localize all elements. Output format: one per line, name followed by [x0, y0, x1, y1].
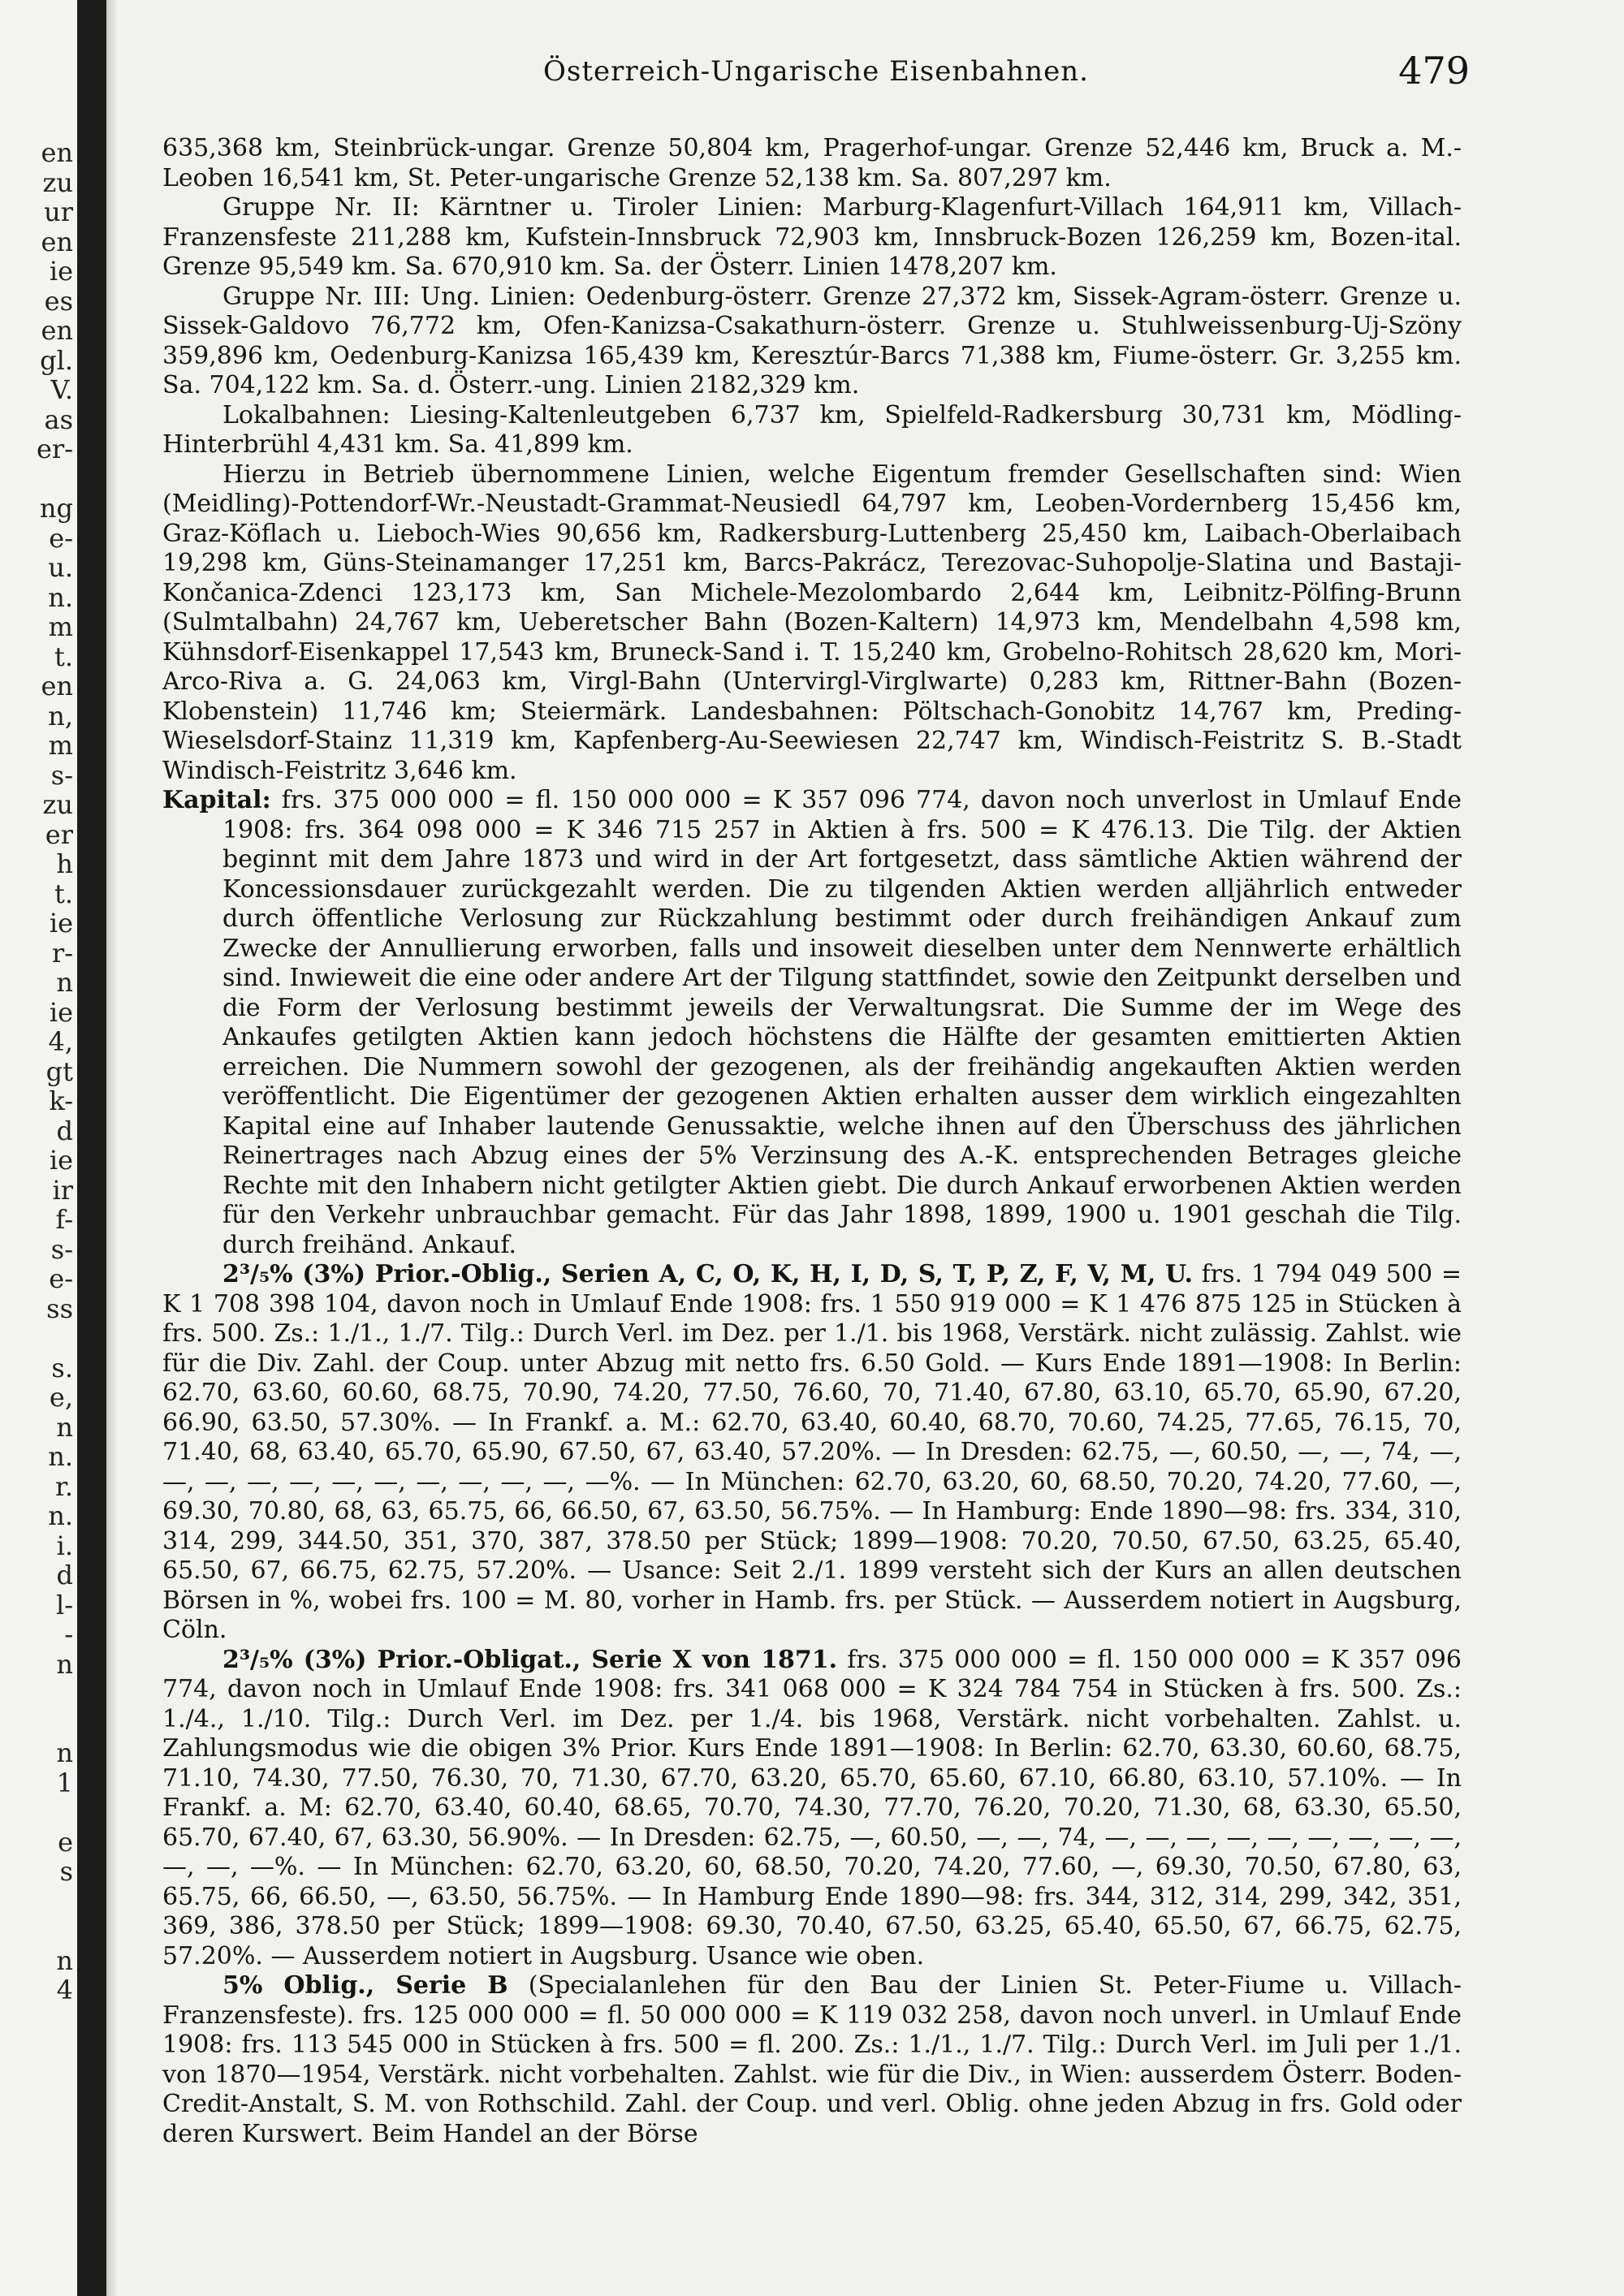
facing-page-fragment: e: [58, 1827, 73, 1857]
facing-page-fragment: n.: [48, 1501, 73, 1531]
bond-entry-title: 2³/₅% (3%) Prior.-Oblig., Serien A, C, O, K, H, I, D, S, T, P, Z, F, V, M, U.: [222, 1260, 1193, 1288]
facing-page-fragment: ur: [44, 197, 73, 227]
lines-paragraph: Lokalbahnen: Liesing-Kaltenleutgeben 6,737 km, Spielfeld-Radkersburg 30,731 km, Mödling-Hinterbrühl 4,431 km. Sa. 41,899 km.: [162, 400, 1462, 459]
kapital-text: frs. 375 000 000 = fl. 150 000 000 = K 357 096 774, davon noch unverlost in Umlauf Ende 1908: frs. 364 098 000 = K 346 715 257 in Aktien à frs. 500 = K 476.13. Die Tilg. der Aktien beginnt mit dem Jahre 1873 und wird in der Art fortgesetzt, dass sämtliche Aktien während der Koncessionsdauer zurückgezahlt werden. Die zu tilgenden Aktien werden alljährlich entweder durch öffentliche Verlosung zur Rückzahlung bestimmt oder durch freihändigen Ankauf zum Zwecke der Annullierung erworben, falls und insoweit dieselben unter dem Nennwerte erhältlich sind. Inwieweit die eine oder andere Art der Tilgung stattfindet, sowie den Zeitpunkt derselben und die Form der Verlosung bestimmt jeweils der Verwaltungsrat. Die Summe der im Wege des Ankaufes getilgten Aktien kann jedoch höchstens die Hälfte der gesamten emittierten Aktien erreichen. Die Nummern sowohl der gezogenen, als der freihändig angekauften Aktien werden veröffentlicht. Die Eigentümer der gezogenen Aktien erhalten ausser dem wirklich eingezahlten Kapital eine auf Inhaber lautende Genussaktie, welche ihnen auf den Überschuss des jährlichen Reinertrages nach Abzug eines der 5% Verzinsung des A.-K. entsprechenden Betrages gleiche Rechte mit den Inhabern nicht getilgter Aktien giebt. Die durch Ankauf erworbenen Aktien werden für den Verkehr unbrauchbar gemacht. Für das Jahr 1898, 1899, 1900 u. 1901 geschah die Tilg. durch freihänd. Ankauf.: [222, 786, 1462, 1259]
facing-page-fragment: ss: [46, 1293, 73, 1323]
lines-paragraph: Gruppe Nr. II: Kärntner u. Tiroler Linien: Marburg-Klagenfurt-Villach 164,911 km, Villach-Franzensfeste 211,288 km, Kufstein-Innsbruck 72,903 km, Innsbruck-Bozen 126,259 km, Bozen-ital. Grenze 95,549 km. Sa. 670,910 km. Sa. der Österr. Linien 1478,207 km.: [162, 193, 1462, 281]
facing-page-fragment: [0, 1887, 73, 1917]
main-text-column: [162, 134, 1462, 2149]
facing-page-fragment: l-: [55, 1590, 73, 1620]
facing-page-fragment: t.: [54, 878, 73, 908]
facing-page-fragment: [0, 1709, 73, 1739]
facing-page-fragment: en: [41, 671, 73, 701]
facing-page-fragment: ie: [49, 997, 73, 1027]
facing-page-fragment: ng: [39, 494, 73, 524]
facing-page-fragment: s-: [50, 760, 73, 790]
facing-page-fragment: r.: [55, 1471, 73, 1501]
railway-lines-section: [162, 134, 1462, 786]
bond-entry-title: 5% Oblig., Serie B: [222, 1971, 508, 2000]
facing-page-text-fragments: [0, 138, 73, 2005]
facing-page-fragment: V.: [50, 375, 73, 405]
facing-page: [0, 0, 77, 2296]
page-number: 479: [1398, 49, 1470, 93]
page-header: [162, 49, 1470, 96]
book-binding-gutter: [77, 0, 106, 2296]
facing-page-fragment: en: [41, 138, 73, 168]
facing-page-fragment: ir: [52, 1175, 73, 1205]
facing-page-fragment: e-: [49, 1264, 73, 1294]
bond-entry-text: frs. 375 000 000 = fl. 150 000 000 = K 357 096 774, davon noch in Umlauf Ende 1908: frs. 341 068 000 = K 324 784 754 in Stücken à frs. 500. Zs.: 1./4., 1./10. Tilg.: Durch Verl. im Dez. per 1./4. bis 1968, Verstärk. nicht vorbehalten. Zahlst. u. Zahlungsmodus wie die obigen 3% Prior. Kurs Ende 1891—1908: In Berlin: 62.70, 63.30, 60.60, 68.75, 71.10, 74.30, 77.50, 76.30, 70, 71.30, 67.70, 63.20, 65.70, 65.60, 67.10, 66.80, 63.10, 57.10%. — In Frankf. a. M: 62.70, 63.40, 60.40, 68.65, 70.70, 74.30, 77.70, 76.20, 70.20, 71.30, 68, 63.30, 65.50, 65.70, 67.40, 67, 63.30, 56.90%. — In Dresden: 62.75, —, 60.50, —, —, 74, —, —, —, —, —, —, —, —, —, —, —, —%. — In München: 62.70, 63.20, 60, 68.50, 70.20, 74.20, 77.60, —, 69.30, 70.50, 67.80, 63, 65.75, 66, 66.50, —, 63.50, 56.75%. — In Hamburg Ende 1890—98: frs. 344, 312, 314, 299, 342, 351, 369, 386, 378.50 per Stück; 1899—1908: 69.30, 70.40, 67.50, 63.25, 65.40, 65.50, 67, 66.75, 62.75, 57.20%. — Ausserdem notiert in Augsburg. Usance wie oben.: [162, 1645, 1462, 1970]
facing-page-fragment: 4,: [48, 1027, 73, 1057]
facing-page-fragment: n.: [48, 582, 73, 612]
bond-entry: [162, 1971, 1462, 2149]
facing-page-fragment: d: [56, 1560, 73, 1590]
facing-page-fragment: f-: [55, 1205, 73, 1235]
facing-page-fragment: gt: [45, 1056, 73, 1086]
page-shadow: [106, 0, 118, 2296]
facing-page-fragment: n.: [48, 1442, 73, 1472]
facing-page-fragment: s.: [51, 1353, 73, 1383]
facing-page-fragment: r-: [51, 938, 73, 968]
bond-entries: [162, 1260, 1462, 2149]
lines-paragraph: Hierzu in Betrieb übernommene Linien, welche Eigentum fremder Gesellschaften sind: Wien (Meidling)-Pottendorf-Wr.-Neustadt-Grammat-Neusiedl 64,797 km, Leoben-Vordernberg 15,456 km, Graz-Köflach u. Lieboch-Wies 90,656 km, Radkersburg-Luttenberg 25,450 km, Laibach-Oberlaibach 19,298 km, Güns-Steinamanger 17,251 km, Barcs-Pakrácz, Terezovac-Suhopolje-Slatina und Bastaji-Končanica-Zdenci 123,173 km, San Michele-Mezolombardo 2,644 km, Leibnitz-Pölfing-Brunn (Sulmtalbahn) 24,767 km, Ueberetscher Bahn (Bozen-Kaltern) 14,973 km, Mendelbahn 4,598 km, Kühnsdorf-Eisenkappel 17,543 km, Bruneck-Sand i. T. 15,240 km, Grobelno-Rohitsch 28,620 km, Mori-Arco-Riva a. G. 24,063 km, Virgl-Bahn (Untervirgl-Virglwarte) 0,283 km, Rittner-Bahn (Bozen-Klobenstein) 11,746 km; Steiermärk. Landesbahnen: Pöltschach-Gonobitz 14,767 km, Preding-Wieselsdorf-Stainz 11,319 km, Kapfenberg-Au-Seewiesen 22,747 km, Windisch-Feistritz S. B.-Stadt Windisch-Feistritz 3,646 km.: [162, 460, 1462, 785]
facing-page-fragment: n: [56, 1649, 73, 1679]
facing-page-fragment: [0, 1798, 73, 1828]
facing-page-fragment: [0, 464, 73, 494]
running-title: Österreich-Ungarische Eisenbahnen.: [543, 55, 1089, 88]
facing-page-fragment: -: [64, 1620, 73, 1650]
facing-page-fragment: s: [59, 1857, 73, 1887]
facing-page-fragment: ie: [49, 257, 73, 287]
facing-page-fragment: as: [44, 404, 73, 434]
facing-page-fragment: i.: [56, 1530, 73, 1560]
facing-page-fragment: n: [56, 1945, 73, 1975]
facing-page-fragment: [0, 1323, 73, 1353]
facing-page-fragment: k-: [49, 1086, 73, 1116]
facing-page-fragment: 4: [56, 1975, 73, 2005]
bond-entry: [162, 1646, 1462, 1972]
facing-page-fragment: es: [44, 286, 73, 316]
lines-paragraph: Gruppe Nr. III: Ung. Linien: Oedenburg-österr. Grenze 27,372 km, Sissek-Agram-österr. Grenze u. Sissek-Galdovo 76,772 km, Ofen-Kanizsa-Csakathurn-österr. Grenze u. Stuhlweissenburg-Uj-Szöny 359,896 km, Oedenburg-Kanizsa 165,439 km, Keresztúr-Barcs 71,388 km, Fiume-österr. Gr. 3,255 km. Sa. 704,122 km. Sa. d. Österr.-ung. Linien 2182,329 km.: [162, 282, 1462, 399]
facing-page-fragment: en: [41, 316, 73, 346]
bond-entry-text: frs. 1 794 049 500 = K 1 708 398 104, davon noch in Umlauf Ende 1908: frs. 1 550 919 000 = K 1 476 875 125 in Stücken à frs. 500. Zs.: 1./1., 1./7. Tilg.: Durch Verl. im Dez. per 1./1. bis 1968, Verstärk. nicht zulässig. Zahlst. wie für die Div. Zahl. der Coup. unter Abzug mit netto frs. 6.50 Gold. — Kurs Ende 1891—1908: In Berlin: 62.70, 63.60, 60.60, 68.75, 70.90, 74.20, 77.50, 76.60, 70, 71.40, 67.80, 63.10, 65.70, 65.90, 67.20, 66.90, 63.50, 57.30%. — In Frankf. a. M.: 62.70, 63.40, 60.40, 68.70, 70.60, 74.25, 77.65, 76.15, 70, 71.40, 68, 63.40, 65.70, 65.90, 67.50, 67, 63.40, 57.20%. — In Dresden: 62.75, —, 60.50, —, —, 74, —, —, —, —, —, —, —, —, —, —, —, —%. — In München: 62.70, 63.20, 60, 68.50, 70.20, 74.20, 77.60, —, 69.30, 70.80, 68, 63, 65.75, 66, 66.50, 67, 63.50, 56.75%. — In Hamburg: Ende 1890—98: frs. 334, 310, 314, 299, 344.50, 351, 370, 387, 378.50 per Stück; 1899—1908: 70.20, 70.50, 67.50, 63.25, 65.40, 65.50, 67, 66.75, 62.75, 57.20%. — Usance: Seit 2./1. 1899 versteht sich der Kurs an allen deutschen Börsen in %, wobei frs. 100 = M. 80, vorher in Hamb. frs. per Stück. — Ausserdem notiert in Augsburg, Cöln.: [162, 1260, 1462, 1644]
lines-paragraph: 635,368 km, Steinbrück-ungar. Grenze 50,804 km, Pragerhof-ungar. Grenze 52,446 km, Bruck a. M.-Leoben 16,541 km, St. Peter-ungarische Grenze 52,138 km. Sa. 807,297 km.: [162, 134, 1462, 192]
facing-page-fragment: u.: [48, 553, 73, 583]
bond-entry-title: 2³/₅% (3%) Prior.-Obligat., Serie X von 1871.: [222, 1645, 838, 1674]
facing-page-fragment: 1: [56, 1767, 73, 1798]
facing-page-fragment: gl.: [40, 345, 73, 375]
facing-page-fragment: [0, 1916, 73, 1946]
facing-page-fragment: t.: [54, 641, 73, 671]
facing-page-fragment: e,: [49, 1383, 73, 1413]
facing-page-fragment: e-: [49, 523, 73, 553]
facing-page-fragment: ie: [49, 1146, 73, 1176]
facing-page-fragment: n,: [48, 701, 73, 731]
facing-page-fragment: n: [56, 1738, 73, 1768]
facing-page-fragment: n: [56, 1412, 73, 1442]
facing-page-fragment: zu: [42, 167, 73, 197]
facing-page-fragment: s-: [50, 1234, 73, 1264]
facing-page-fragment: ie: [49, 908, 73, 939]
facing-page-fragment: n: [56, 968, 73, 998]
facing-page-fragment: m: [48, 612, 73, 642]
facing-page-fragment: zu: [42, 790, 73, 820]
kapital-lead: Kapital:: [162, 786, 271, 814]
facing-page-fragment: h: [56, 849, 73, 879]
facing-page-fragment: er-: [36, 434, 73, 464]
bond-entry-text: (Specialanlehen für den Bau der Linien St. Peter-Fiume u. Villach-Franzensfeste). frs. 125 000 000 = fl. 50 000 000 = K 119 032 258, davon noch unverl. in Umlauf Ende 1908: frs. 113 545 000 in Stücken à frs. 500 = fl. 200. Zs.: 1./1., 1./7. Tilg.: Durch Verl. im Juli per 1./1. von 1870—1954, Verstärk. nicht vorbehalten. Zahlst. wie für die Div., in Wien: ausserdem Österr. Boden-Credit-Anstalt, S. M. von Rothschild. Zahl. der Coup. und verl. Oblig. ohne jeden Abzug in frs. Gold oder deren Kurswert. Beim Handel an der Börse: [162, 1971, 1462, 2148]
facing-page-fragment: [0, 1679, 73, 1709]
bond-entry: [162, 1260, 1462, 1646]
facing-page-fragment: d: [56, 1116, 73, 1146]
kapital-paragraph: [162, 786, 1462, 1260]
facing-page-fragment: er: [45, 819, 73, 849]
facing-page-fragment: en: [41, 227, 73, 257]
facing-page-fragment: m: [48, 731, 73, 761]
